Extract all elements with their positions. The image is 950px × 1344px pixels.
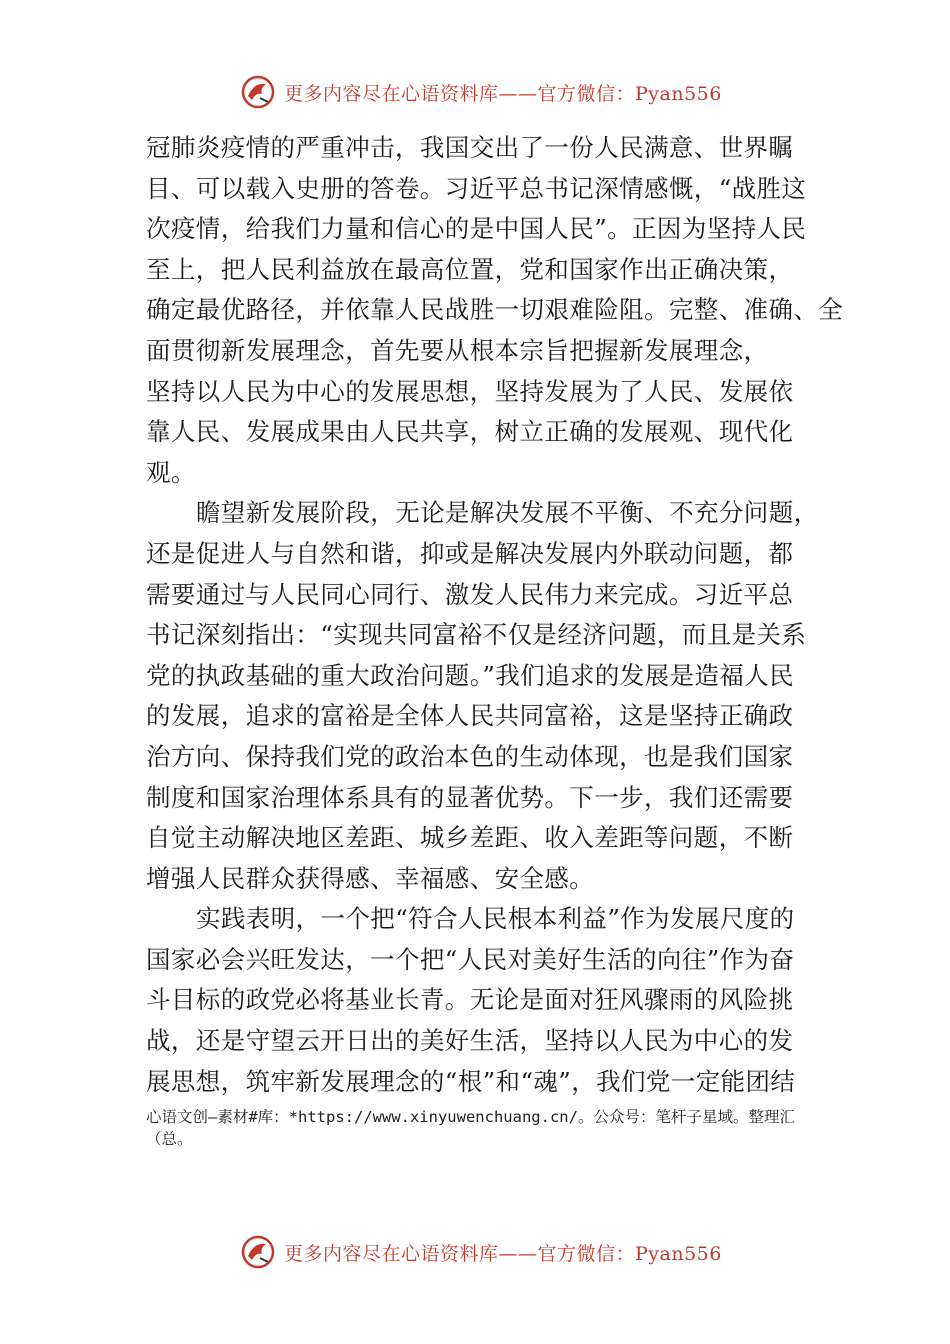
text-line: 观。 xyxy=(146,457,196,487)
text-line: 制度和国家治理体系具有的显著优势。下一步，我们还需要 xyxy=(146,782,794,812)
text-line: 需要通过与人民同心同行、激发人民伟力来完成。习近平总 xyxy=(146,579,794,609)
text-line: 的发展，追求的富裕是全体人民共同富裕，这是坚持正确政 xyxy=(146,701,794,731)
text-line: 增强人民群众获得感、幸福感、安全感。 xyxy=(146,863,595,893)
footer-line: （总。 xyxy=(146,1130,193,1148)
text-line: 目、可以载入史册的答卷。习近平总书记深情感慨，“战胜这 xyxy=(146,173,807,203)
text-line: 斗目标的政党必将基业长青。无论是面对狂风骤雨的风险挑 xyxy=(146,985,794,1015)
text-line: 确定最优路径，并依靠人民战胜一切艰难险阻。完整、准确、全 xyxy=(146,295,844,325)
banner-text: 更多内容尽在心语资料库——官方微信：Pyan556 xyxy=(284,82,722,105)
paragraph xyxy=(146,899,826,1102)
text-line: 靠人民、发展成果由人民共享，树立正确的发展观、现代化 xyxy=(146,417,794,447)
footer-banner xyxy=(240,1232,760,1272)
seal-logo-icon xyxy=(240,74,276,110)
text-line: 面贯彻新发展理念，首先要从根本宗旨把握新发展理念， xyxy=(146,335,769,365)
document-body xyxy=(146,128,844,1102)
text-line: 坚持以人民为中心的发展思想，坚持发展为了人民、发展依 xyxy=(146,376,794,406)
text-line: 治方向、保持我们党的政治本色的生动体现，也是我们国家 xyxy=(146,741,794,771)
footer-line: 心语文创—素材#库：*https://www.xinyuwenchuang.cn/。公众号：笔杆子星域。整理汇 xyxy=(146,1108,795,1126)
paragraph xyxy=(146,128,844,493)
seal-logo-icon xyxy=(240,1234,276,1270)
source-footer xyxy=(146,1106,846,1150)
text-line: 党的执政基础的重大政治问题。”我们追求的发展是造福人民 xyxy=(146,660,795,690)
text-line: 还是促进人与自然和谐，抑或是解决发展内外联动问题，都 xyxy=(146,538,794,568)
banner-text: 更多内容尽在心语资料库——官方微信：Pyan556 xyxy=(284,1242,722,1265)
text-line: 瞻望新发展阶段，无论是解决发展不平衡、不充分问题， xyxy=(196,498,819,528)
text-line: 国家必会兴旺发达，一个把“人民对美好生活的向往”作为奋 xyxy=(146,944,795,974)
text-line: 战，还是守望云开日出的美好生活，坚持以人民为中心的发 xyxy=(146,1026,794,1056)
text-line: 展思想，筑牢新发展理念的“根”和“魂”，我们党一定能团结 xyxy=(146,1066,796,1096)
text-line: 实践表明，一个把“符合人民根本利益”作为发展尺度的 xyxy=(196,904,795,934)
text-line: 冠肺炎疫情的严重冲击，我国交出了一份人民满意、世界瞩 xyxy=(146,133,794,162)
text-line: 自觉主动解决地区差距、城乡差距、收入差距等问题，不断 xyxy=(146,823,794,853)
text-line: 次疫情，给我们力量和信心的是中国人民”。正因为坚持人民 xyxy=(146,214,807,244)
paragraph xyxy=(146,493,826,899)
header-banner xyxy=(240,72,760,112)
text-line: 书记深刻指出：“实现共同富裕不仅是经济问题，而且是关系 xyxy=(146,620,807,650)
text-line: 至上，把人民利益放在最高位置，党和国家作出正确决策， xyxy=(146,254,794,284)
